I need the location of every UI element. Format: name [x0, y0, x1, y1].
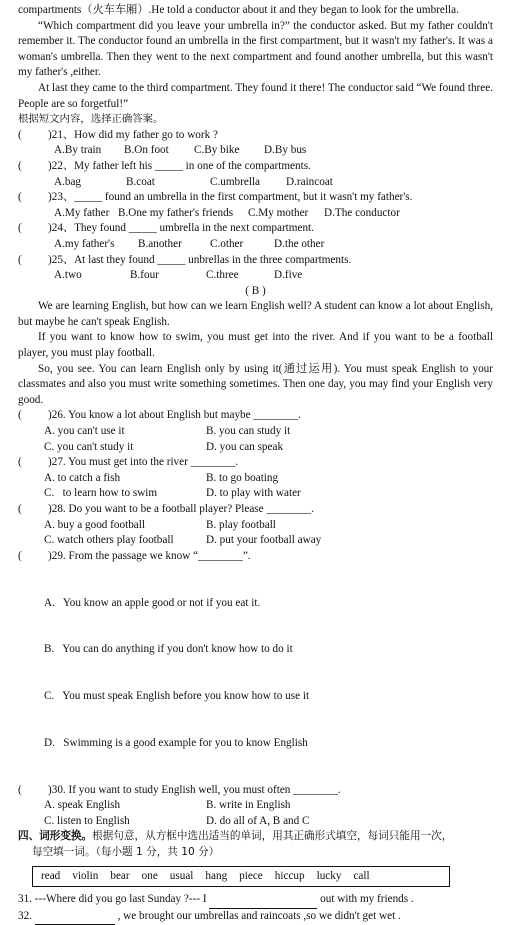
- option-b: B.another: [138, 237, 182, 250]
- option-d: D.the other: [274, 237, 325, 250]
- word: hiccup: [274, 869, 305, 882]
- option-a: A.bag: [54, 175, 82, 188]
- option-a: A. you can't use it: [44, 425, 125, 438]
- option-d: D.raincoat: [286, 175, 333, 188]
- word-box: [32, 866, 450, 888]
- option-b: B.On foot: [124, 144, 169, 157]
- question-text: )26. You know a lot about English but maybe ________.: [48, 409, 301, 422]
- word: piece: [239, 869, 263, 882]
- option-d: D. Swimming is a good example for you to know English: [44, 736, 308, 749]
- question-text: )23、_____ found an umbrella in the first compartment, but it wasn't my father's.: [48, 191, 413, 204]
- option-c: C.three: [206, 269, 239, 282]
- passage-b-label: ( B ): [245, 284, 266, 297]
- option-d: D. to play with water: [206, 487, 301, 500]
- word: bear: [110, 869, 130, 882]
- question-26: [18, 408, 493, 455]
- question-text: 32.: [18, 909, 35, 922]
- option-c: C.By bike: [194, 144, 240, 157]
- question-32: [18, 909, 493, 925]
- option-b: B. write in English: [206, 799, 291, 812]
- option-c: C. to learn how to swim: [44, 487, 158, 500]
- option-d: D.five: [274, 269, 303, 282]
- passage-b-para-1: We are learning English, but how can we learn English well? A student can know a lot about English, but maybe he can't speak English.: [18, 300, 493, 328]
- question-text: )22、My father left his _____ in one of the compartments.: [48, 159, 311, 172]
- option-b: B.four: [130, 269, 159, 282]
- fill-blank[interactable]: [209, 892, 317, 909]
- question-23: [18, 190, 493, 221]
- question-22: [18, 159, 493, 190]
- question-30: [18, 783, 493, 830]
- word: lucky: [316, 869, 342, 882]
- questions-31-32: [18, 892, 493, 925]
- question-text: )30. If you want to study English well, you must often ________.: [48, 783, 341, 796]
- answer-paren[interactable]: (: [18, 503, 22, 515]
- option-c: C.other: [210, 237, 244, 250]
- option-a: A.two: [54, 269, 82, 282]
- passage-a-line-1: compartments（火车车厢）.He told a conductor about it and they began to look for the umbrella.: [18, 4, 459, 16]
- question-31: [18, 892, 493, 909]
- question-29: [18, 549, 493, 783]
- word: violin: [72, 869, 99, 882]
- question-text-end: out with my friends .: [317, 893, 414, 906]
- option-a: A. speak English: [44, 799, 121, 812]
- answer-paren[interactable]: (: [18, 409, 22, 422]
- option-d: D.By bus: [264, 144, 307, 157]
- option-d: D. do all of A, B and C: [206, 814, 310, 827]
- question-text: )24、They found _____ umbrella in the next compartment.: [48, 222, 314, 235]
- option-a: A. to catch a fish: [44, 471, 121, 484]
- question-text: )27. You must get into the river ________.: [48, 456, 239, 469]
- section-4-instruction: 根据句意，从方框中选出适当的单词，用其正确形式填空，每词只能用一次，: [92, 830, 453, 843]
- word: hang: [205, 869, 228, 882]
- option-b: B.coat: [126, 175, 155, 188]
- option-b: B. you can study it: [206, 425, 291, 438]
- answer-paren[interactable]: (: [18, 456, 22, 469]
- instruction: 根据短文内容，选择正确答案。: [18, 113, 164, 126]
- passage-a-para-1: “Which compartment did you leave your umbrella in?” the conductor asked. But my father couldn't remember it. The conductor found an umbrella in the first compartment, but it wasn't my father's. It was a woman's umbrella. Then they went to the next compartment and found another umbrella, but this wasn't my father's ,either.: [18, 19, 493, 79]
- option-a: A. buy a good football: [44, 518, 145, 531]
- answer-paren[interactable]: (: [18, 783, 22, 796]
- question-24: [18, 221, 493, 252]
- answer-paren[interactable]: (: [18, 222, 22, 235]
- option-b: B. You can do anything if you don't know how to do it: [44, 643, 293, 656]
- section-4-instruction-2: 每空填一词。（每小题 1 分，共 10 分）: [32, 846, 220, 859]
- answer-paren[interactable]: (: [18, 253, 22, 266]
- option-d: D. put your football away: [206, 534, 322, 547]
- option-c: C. you can't study it: [44, 440, 134, 453]
- word: one: [141, 869, 158, 882]
- option-c: C.My mother: [248, 206, 309, 219]
- option-a: A. You know an apple good or not if you eat it.: [44, 596, 261, 609]
- section-4-title: 四、词形变换。: [18, 830, 93, 843]
- questions-26-30: [18, 408, 493, 829]
- question-21: [18, 128, 493, 159]
- passage-a-para-2: At last they came to the third compartment. They found it there! The conductor said “We found three. People are so forgetful!”: [18, 81, 493, 110]
- section-4-header: [18, 829, 493, 860]
- word: usual: [169, 869, 194, 882]
- question-text: )29. From the passage we know “________”.: [48, 549, 251, 562]
- option-d: D.The conductor: [324, 206, 400, 219]
- question-28: [18, 502, 493, 549]
- question-text: )25、At last they found _____ unbrellas in the three compartments.: [48, 253, 352, 266]
- option-c: C. watch others play football: [44, 534, 174, 547]
- option-b: B.One my father's friends: [118, 206, 234, 219]
- question-text: 31. ---Where did you go last Sunday ?--- I: [18, 893, 210, 906]
- passage-a: [18, 3, 493, 128]
- passage-b: [18, 299, 493, 408]
- question-text: )28. Do you want to be a football player? Please ________.: [48, 503, 314, 515]
- option-d: D. you can speak: [206, 440, 284, 453]
- question-27: [18, 455, 493, 502]
- question-25: [18, 253, 493, 284]
- answer-paren[interactable]: (: [18, 128, 22, 141]
- fill-blank[interactable]: [35, 909, 115, 925]
- option-c: C. listen to English: [44, 814, 130, 827]
- passage-b-para-2: If you want to know how to swim, you must get into the river. And if you want to be a football player, you must play football.: [18, 331, 493, 360]
- answer-paren[interactable]: (: [18, 191, 22, 204]
- answer-paren[interactable]: (: [18, 159, 22, 172]
- option-a: A.My father: [54, 206, 110, 219]
- answer-paren[interactable]: (: [18, 549, 22, 562]
- option-c: C.umbrella: [210, 175, 261, 188]
- option-a: A.my father's: [54, 237, 115, 250]
- passage-b-para-3: So, you see. You can learn English only by using it(通过运用). You must speak English to your classmates and also you must write something sometimes. Then one day, you may find your English very good.: [18, 362, 493, 406]
- option-c: C. You must speak English before you know how to use it: [44, 690, 310, 703]
- question-text: )21、How did my father go to work ?: [48, 128, 218, 141]
- option-a: A.By train: [54, 144, 102, 157]
- question-text-end: , we brought our umbrellas and raincoats ,so we didn't get wet .: [114, 909, 401, 922]
- questions-21-25: [18, 128, 493, 284]
- word: read: [41, 869, 61, 882]
- option-b: B. to go boating: [206, 471, 279, 484]
- option-b: B. play football: [206, 518, 276, 531]
- word: call: [353, 869, 370, 882]
